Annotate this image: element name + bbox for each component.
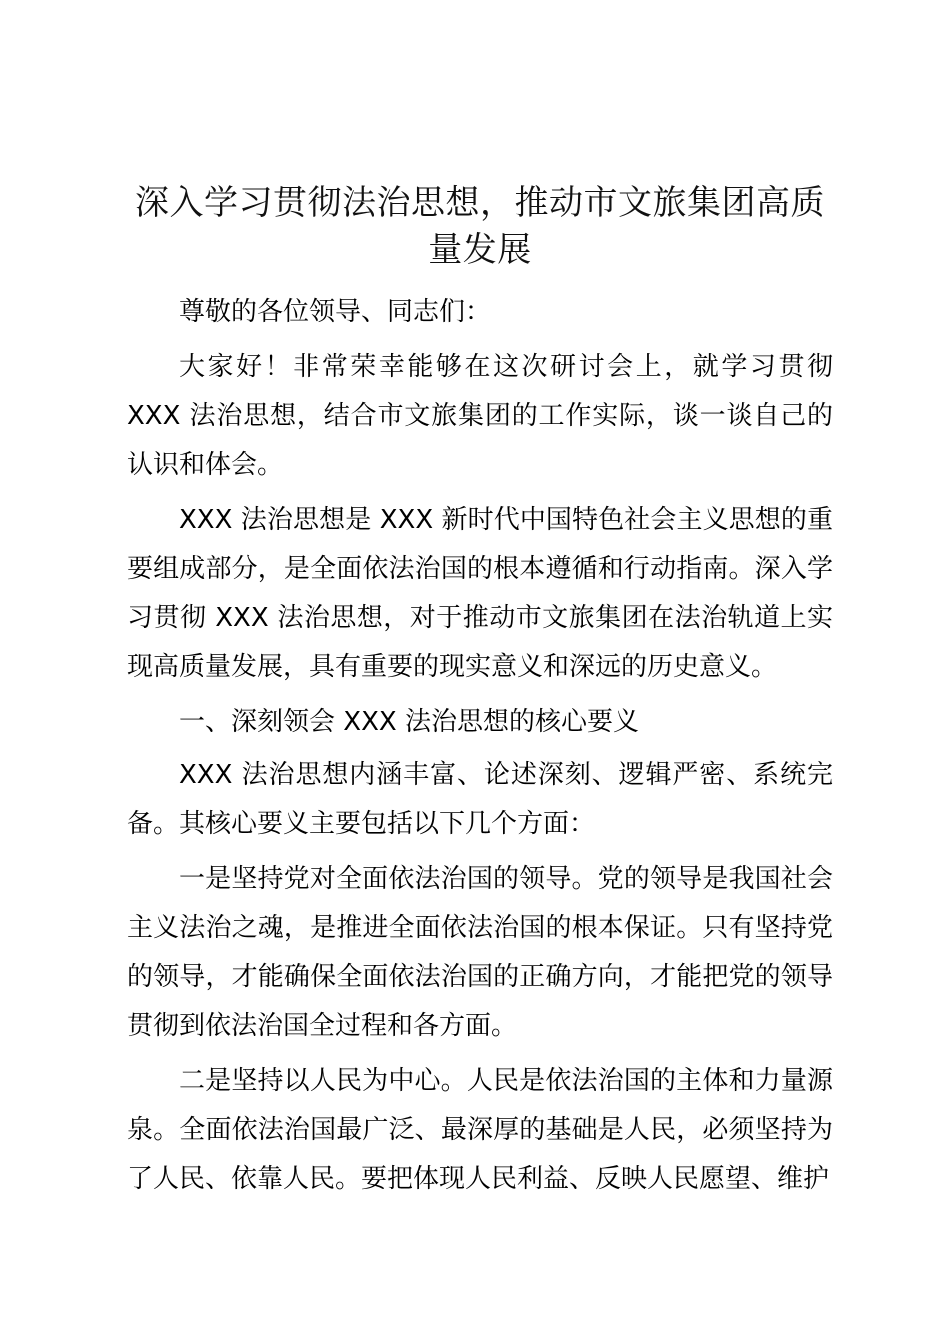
paragraph-intro: 大家好！非常荣幸能够在这次研讨会上，就学习贯彻 XXX 法治思想，结合市文旅集团的工作实际，谈一谈自己的认识和体会。 <box>127 352 833 480</box>
salutation: 尊敬的各位领导、同志们： <box>179 297 492 327</box>
document-title: 深入学习贯彻法治思想，推动市文旅集团高质量发展 <box>135 183 825 270</box>
paragraph-point-1: 一是坚持党对全面依法治国的领导。党的领导是我国社会主义法治之魂，是推进全面依法治国的根本保证。只有坚持党的领导，才能确保全面依法治国的正确方向，才能把党的领导贯彻到依法治国全过程和各方面。 <box>127 864 833 1041</box>
paragraph-core-summary: XXX 法治思想内涵丰富、论述深刻、逻辑严密、系统完备。其核心要义主要包括以下几个方面： <box>127 760 833 839</box>
section-heading-1: 一、深刻领会 XXX 法治思想的核心要义 <box>179 707 639 737</box>
document-body <box>127 180 833 1210</box>
paragraph-significance: XXX 法治思想是 XXX 新时代中国特色社会主义思想的重要组成部分，是全面依法治国的根本遵循和行动指南。深入学习贯彻 XXX 法治思想，对于推动市文旅集团在法治轨道上实现高质量发展，具有重要的现实意义和深远的历史意义。 <box>127 505 833 682</box>
paragraph-point-2: 二是坚持以人民为中心。人民是依法治国的主体和力量源泉。全面依法治国最广泛、最深厚的基础是人民，必须坚持为了人民、依靠人民。要把体现人民利益、反映人民愿望、维护 <box>127 1066 833 1194</box>
